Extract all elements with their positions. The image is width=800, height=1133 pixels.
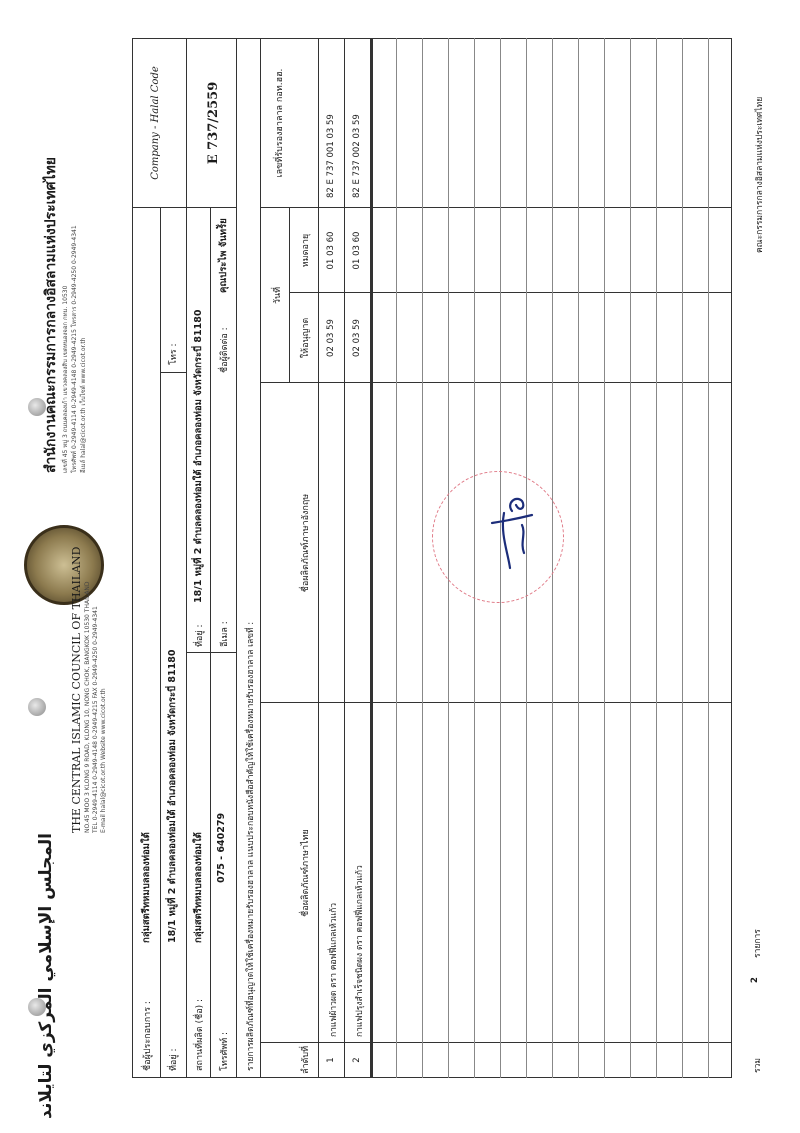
address-value: 18/1 หมู่ที่ 2 ตำบลคลองท่อมใต้ อำเภอคลองท่อม จังหวัดกระบี่ 81180	[167, 649, 178, 943]
factory-value: กลุ่มสตรีทหมบลลองท่อมใต้	[193, 832, 204, 943]
row2-issued: 02 03 59	[352, 319, 362, 357]
row1-issued: 02 03 59	[326, 319, 336, 357]
office-email-english: E-mail halal@cicot.or.th Website www.cicot.or.th	[100, 688, 107, 833]
col-header-expires: หมดอายุ	[301, 233, 311, 268]
col-header-name-thai: ชื่อผลิตภัณฑ์ภาษาไทย	[301, 829, 311, 917]
office-email-thai: อีเมล์ halal@cicot.or.th เว็บไซต์ www.cicot.or.th	[80, 337, 87, 473]
council-emblem-logo	[24, 525, 104, 605]
row2-cert-no: 82 E 737 002 03 59	[352, 114, 362, 198]
contact-value: คุณประไพ จันทร์ัย	[218, 218, 229, 293]
factory-address-value: 18/1 หมู่ที่ 2 ตำบลคลองท่อมใต้ อำเภอคลองท่อม จังหวัดกระบี่ 81180	[193, 309, 204, 603]
total-label: รวม	[753, 1058, 763, 1073]
company-halal-code-label: Company - Halal Code	[150, 66, 161, 180]
col-header-cert-no: เลขที่รับรองฮาลาล กอท.ฮฮ.	[275, 68, 285, 178]
factory-label: สถานที่ผลิต (ชื่อ) :	[195, 998, 205, 1071]
form-frame	[132, 38, 732, 1078]
row1-cert-no: 82 E 737 001 03 59	[326, 114, 336, 198]
office-name-arabic: المجلس الإسلامي المركزي لتايلاند	[36, 833, 56, 1119]
row2-name-thai: กาแฟปรุงสำเร็จชนิดผง ตรา คอฟฟี่แกลเห้วแก้ว	[355, 865, 365, 1037]
operator-label: ชื่อผู้ประกอบการ :	[143, 1001, 153, 1071]
col-header-no: ลำดับที่	[301, 1045, 311, 1075]
col-header-name-english: ชื่อผลิตภัณฑ์ภาษาอังกฤษ	[301, 493, 311, 593]
office-phone-thai: โทรศัพท์ 0-2949-4114 0-2949-4148 0-2949-4215 โทรสาร 0-2949-4250 0-2949-4341	[71, 225, 78, 473]
office-address-thai: เลขที่ 45 หมู่ 3 ถนนคลองเก้า แขวงคลองสิบ เขตหนองจอก กทม. 10530	[62, 285, 69, 473]
council-name-footer: คณะกรรมการกลางอิสลามแห่งประเทศไทย	[755, 96, 765, 253]
office-phone-english: TEL 0-2949-4114 0-2949-4148 0-2949-4215 FAX 0-2949-4250 0-2949-4341	[92, 606, 99, 833]
total-unit: รายการ	[753, 929, 763, 958]
company-halal-code-value: E 737/2559	[206, 81, 221, 165]
operator-value: กลุ่มสตรีทหมบลลองท่อมใต้	[141, 832, 152, 943]
row1-expires: 01 03 60	[326, 231, 336, 270]
total-count: 2	[750, 977, 760, 983]
factory-address-label: ที่อยู่ :	[195, 624, 205, 647]
handwritten-signature	[480, 483, 540, 573]
col-header-issued: ให้อนุญาต	[301, 317, 311, 359]
phone-label: โทรศัพท์ :	[220, 1031, 230, 1071]
col-header-date: วันที่	[273, 286, 283, 305]
address-label: ที่อยู่ :	[169, 1048, 179, 1071]
row1-name-thai: กาแฟผ้าวผด ตรา คอฟฟี่แกลเห้วแก้ว	[329, 902, 339, 1037]
office-name-english: THE CENTRAL ISLAMIC COUNCIL OF THAILAND	[70, 546, 83, 833]
fax-label: โทร :	[169, 343, 179, 365]
email-label: อีเมล :	[220, 621, 230, 647]
row2-expires: 01 03 60	[352, 231, 362, 270]
product-list-caption: รายการผลิตภัณฑ์ที่อนุญาตให้ใช้เครื่องหมายรับรองฮาลาล แนบประกอบหนังสือสำคัญให้ใช้เครื่องหมายรับรองฮาลาล เลขที่ :	[246, 621, 256, 1071]
office-address-english: NO.45 MOO 3 KLONG 9 ROAD, KLONG 10, NONG CHOK, BANGKOK 10530 THAILAND	[84, 581, 91, 833]
row1-no: 1	[326, 1057, 336, 1063]
row2-no: 2	[352, 1057, 362, 1063]
contact-label: ชื่อผู้ติดต่อ :	[220, 327, 230, 373]
office-name-thai: สำนักงานคณะกรรมการกลางอิสลามแห่งประเทศไทย	[43, 157, 59, 473]
phone-value: 075 - 640279	[216, 812, 227, 883]
